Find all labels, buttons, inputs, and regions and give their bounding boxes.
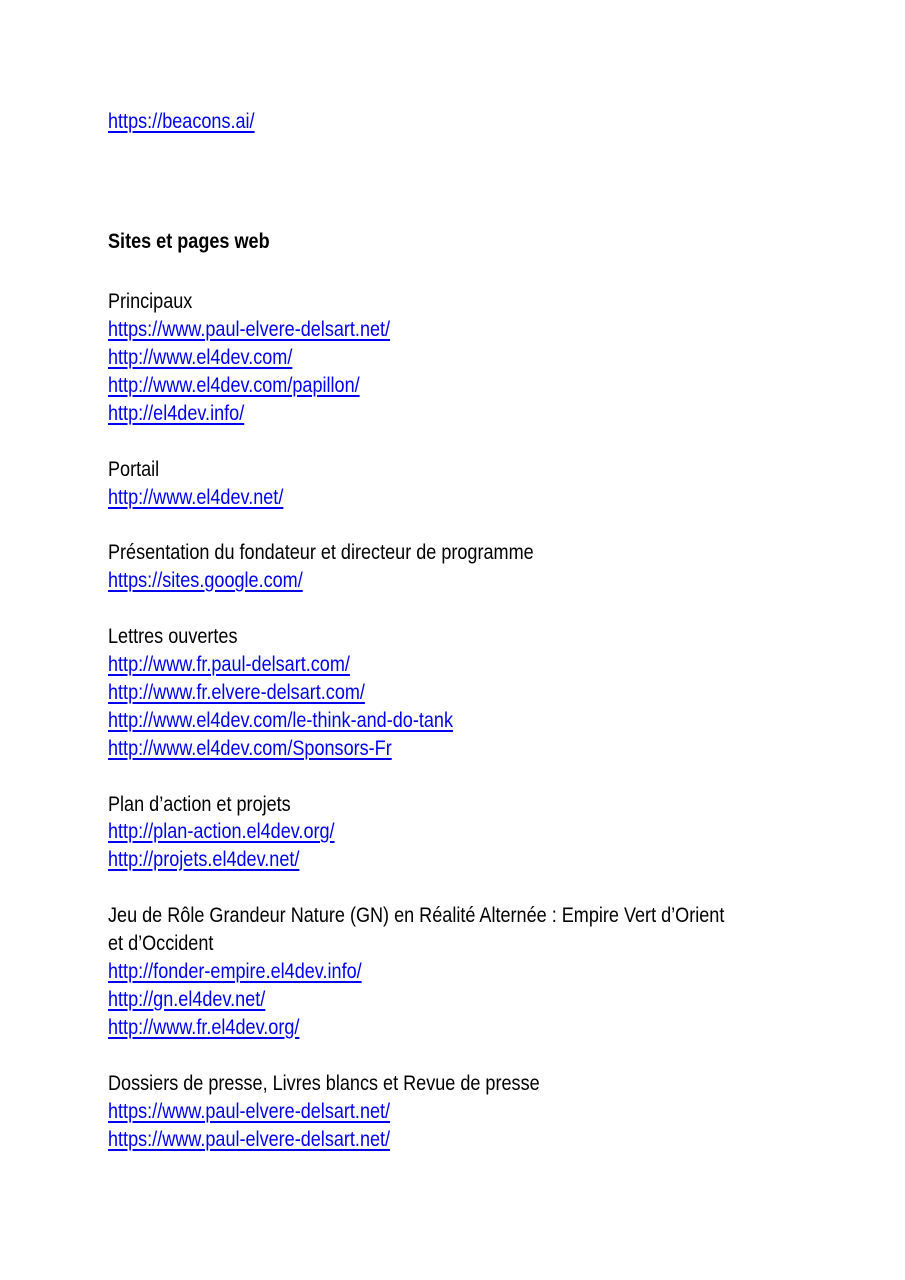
link[interactable]: http://plan-action.el4dev.org/ <box>108 820 335 843</box>
link[interactable]: http://www.el4dev.com/le-think-and-do-tank <box>108 709 453 732</box>
group-heading: Dossiers de presse, Livres blancs et Revue de presse <box>108 1072 540 1095</box>
group-heading: Lettres ouvertes <box>108 625 238 648</box>
top-link[interactable]: https://beacons.ai/ <box>108 110 255 133</box>
link[interactable]: http://www.fr.el4dev.org/ <box>108 1016 300 1039</box>
group-heading: Jeu de Rôle Grandeur Nature (GN) en Réalité Alternée : Empire Vert d’Orient <box>108 904 725 927</box>
group-heading-continued: et d’Occident <box>108 932 214 955</box>
link[interactable]: http://www.el4dev.com/papillon/ <box>108 374 360 397</box>
group-heading: Présentation du fondateur et directeur de programme <box>108 541 534 564</box>
link[interactable]: http://www.el4dev.com/ <box>108 346 293 369</box>
link[interactable]: https://www.paul-elvere-delsart.net/ <box>108 318 391 341</box>
link[interactable]: http://www.fr.paul-delsart.com/ <box>108 653 350 676</box>
group-heading: Portail <box>108 458 160 481</box>
link[interactable]: https://www.paul-elvere-delsart.net/ <box>108 1100 391 1123</box>
group-heading: Plan d’action et projets <box>108 793 291 816</box>
group-heading: Principaux <box>108 290 193 313</box>
link[interactable]: https://sites.google.com/ <box>108 569 303 592</box>
link[interactable]: http://el4dev.info/ <box>108 402 245 425</box>
link[interactable]: http://gn.el4dev.net/ <box>108 988 266 1011</box>
link[interactable]: https://www.paul-elvere-delsart.net/ <box>108 1128 391 1151</box>
link[interactable]: http://www.el4dev.net/ <box>108 486 284 509</box>
link[interactable]: http://www.el4dev.com/Sponsors-Fr <box>108 737 392 760</box>
link[interactable]: http://fonder-empire.el4dev.info/ <box>108 960 362 983</box>
link[interactable]: http://projets.el4dev.net/ <box>108 848 300 871</box>
link[interactable]: http://www.fr.elvere-delsart.com/ <box>108 681 365 704</box>
section-title: Sites et pages web <box>108 230 270 253</box>
